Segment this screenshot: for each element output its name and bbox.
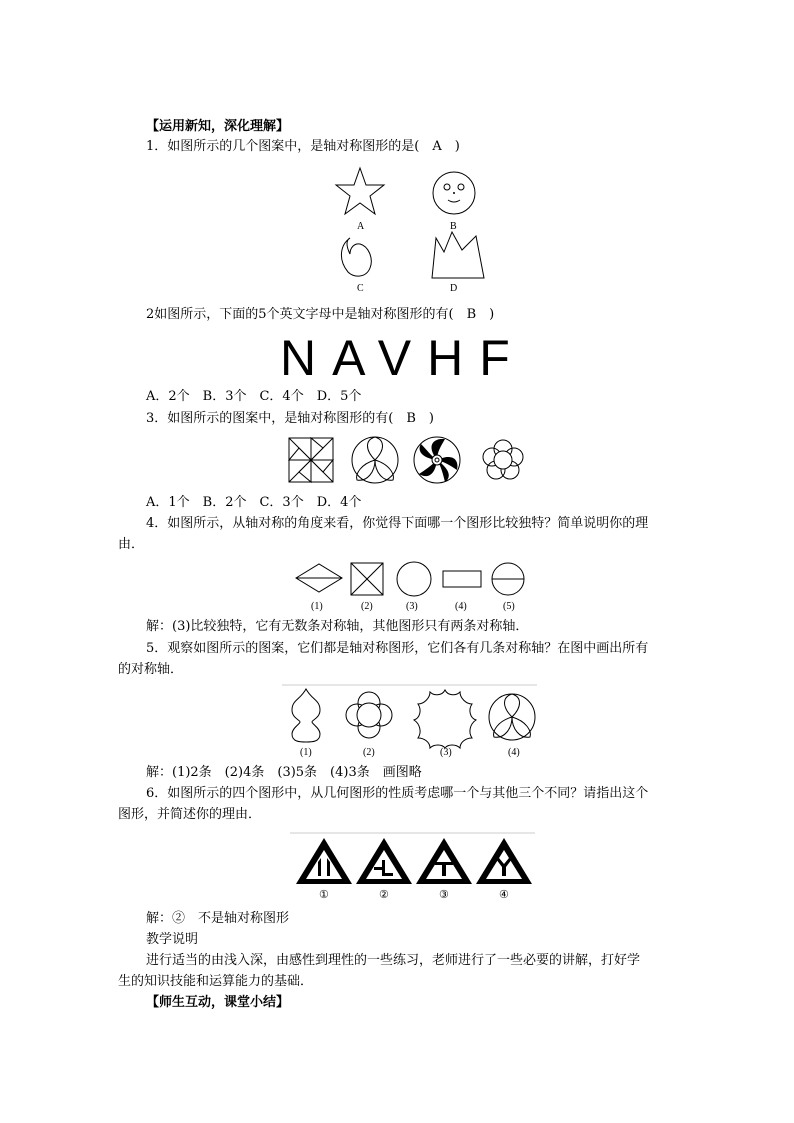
- q4-label-1: (1): [311, 601, 323, 612]
- sign-2-figure: [356, 838, 412, 884]
- three-petal-circle-figure: [489, 694, 535, 740]
- q1-label-d: D: [450, 283, 458, 294]
- q4-label-5: (5): [503, 601, 515, 612]
- question-5-text-line2: 的对称轴．: [118, 662, 184, 677]
- gourd-shape-figure: [292, 689, 320, 742]
- teaching-note-line1: 进行适当的由浅入深，由感性到理性的一些练习，老师进行了一些必要的讲解，打好学: [146, 953, 641, 968]
- hourglass-figure: [351, 563, 383, 595]
- three-petal-circle-figure: [352, 437, 398, 483]
- question-3-options: A．1个 B．2个 C．3个 D．4个: [146, 495, 362, 510]
- heart-shape-figure: [341, 238, 371, 276]
- question-5-text-line1: 5．观察如图所示的图案，它们都是轴对称图形，它们各有几条对称轴？在图中画出所有: [146, 641, 649, 656]
- star-figure: [336, 168, 384, 214]
- q1-label-b: B: [450, 221, 457, 232]
- q6-figures: [290, 832, 540, 890]
- q4-label-3: (3): [406, 601, 418, 612]
- question-1-text: 1．如图所示的几个图案中，是轴对称图形的是( A ): [146, 139, 460, 154]
- four-petal-figure: [346, 692, 392, 738]
- question-6-text-line1: 6．如图所示的四个图形中，从几何图形的性质考虑哪一个与其他三个不同？请指出这个: [146, 786, 649, 801]
- q5-label-4: (4): [508, 747, 520, 758]
- q4-label-2: (2): [361, 601, 373, 612]
- q5-label-2: (2): [363, 747, 375, 758]
- next-section-title: 【师生互动，课堂小结】: [146, 995, 290, 1010]
- section-title: 【运用新知，深化理解】: [146, 119, 290, 134]
- question-2-options: A．2个 B．3个 C．4个 D．5个: [146, 389, 362, 404]
- q6-label-2: ②: [379, 888, 389, 901]
- teaching-note-heading: 教学说明: [146, 932, 199, 947]
- crown-shape-figure: [432, 232, 484, 278]
- question-3-text: 3．如图所示的图案中，是轴对称图形的有( B ): [146, 411, 434, 426]
- q4-figures: [293, 560, 533, 600]
- question-6-answer: 解：② 不是轴对称图形: [146, 911, 290, 926]
- teaching-note-line2: 生的知识技能和运算能力的基础．: [118, 974, 314, 989]
- q1-figures: [320, 160, 490, 295]
- circle-figure: [397, 562, 431, 596]
- q2-letters: NAVHF: [280, 330, 526, 386]
- question-5-answer: 解：(1)2条 (2)4条 (3)5条 (4)3条 画图略: [146, 765, 422, 780]
- sign-3-figure: [416, 838, 472, 884]
- question-6-text-line2: 图形，并简述你的理由．: [118, 807, 262, 822]
- gear-shape-figure: [414, 690, 476, 748]
- q6-label-4: ④: [499, 888, 509, 901]
- q5-figures: [282, 684, 542, 744]
- question-4-text-line2: 由．: [118, 537, 145, 552]
- sign-4-figure: [476, 838, 532, 884]
- sign-1-figure: [296, 838, 352, 884]
- q1-label-a: A: [357, 221, 365, 232]
- q4-label-4: (4): [455, 601, 467, 612]
- q6-label-1: ①: [319, 888, 329, 901]
- question-4-text-line1: 4．如图所示，从轴对称的角度来看，你觉得下面哪一个图形比较独特？简单说明你的理: [146, 516, 649, 531]
- q5-label-3: (3): [440, 747, 452, 758]
- q6-label-3: ③: [439, 888, 449, 901]
- flower-figure: [483, 440, 523, 479]
- q5-label-1: (1): [300, 747, 312, 758]
- q3-figures: [285, 434, 530, 490]
- pinwheel-figure: [289, 438, 333, 482]
- rectangle-figure: [443, 571, 481, 587]
- question-4-answer: 解：(3)比较独特，它有无数条对称轴，其他图形只有两条对称轴．: [146, 619, 529, 634]
- question-2-text: 2如图所示，下面的5个英文字母中是轴对称图形的有( B ): [146, 307, 495, 322]
- divided-circle-figure: [492, 563, 524, 595]
- q1-label-c: C: [357, 283, 364, 294]
- swirl-disc-figure: [414, 437, 460, 483]
- face-figure: [433, 172, 475, 214]
- rhombus-figure: [296, 564, 342, 592]
